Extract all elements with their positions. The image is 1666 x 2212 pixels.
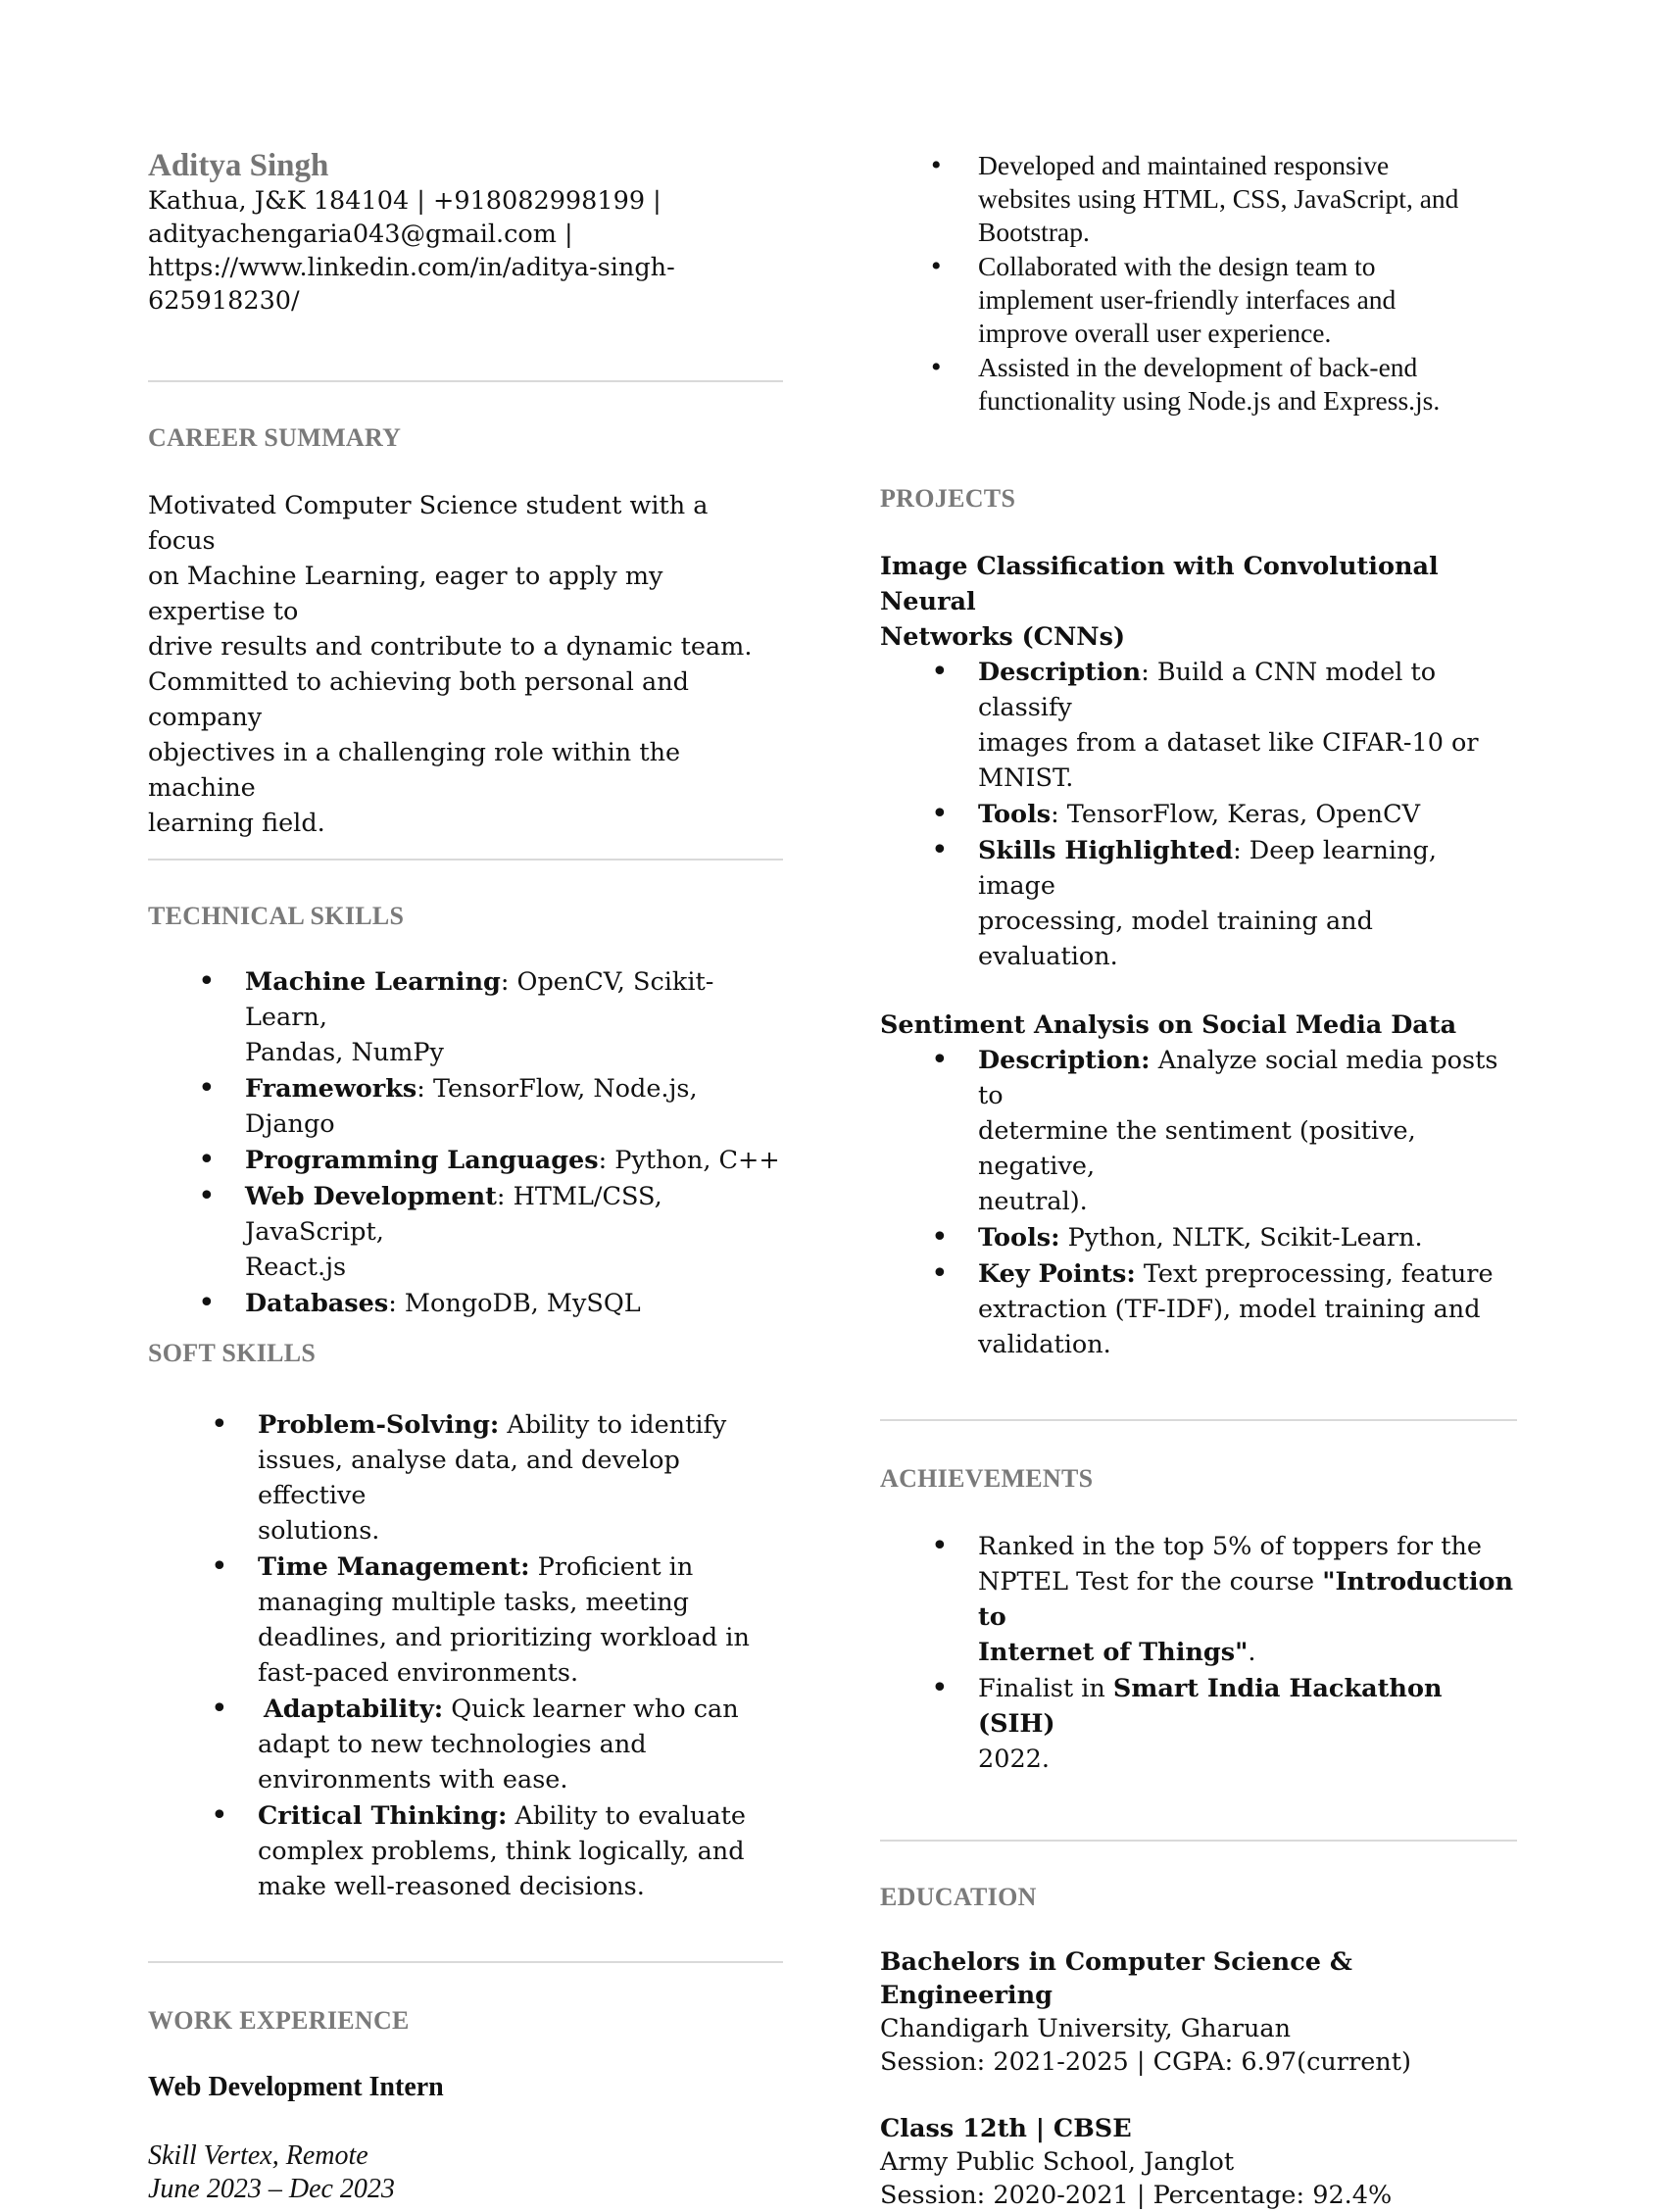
project-title: Networks (CNNs) bbox=[880, 622, 1126, 652]
bullet-text: processing, model training and evaluation. bbox=[978, 907, 1373, 971]
list-item bbox=[978, 1256, 1517, 1362]
bullet-label: Tools bbox=[978, 800, 1052, 829]
work-experience-bullets bbox=[880, 149, 1517, 418]
skill-text: managing multiple tasks, meeting bbox=[258, 1588, 689, 1617]
skill-text: environments with ease. bbox=[258, 1765, 568, 1794]
skill-text: adapt to new technologies and bbox=[258, 1730, 647, 1759]
bullet-label: Tools: bbox=[978, 1223, 1060, 1253]
skill-label: Machine Learning bbox=[245, 967, 501, 997]
project-bullets bbox=[880, 655, 1517, 974]
skill-label: Programming Languages bbox=[245, 1146, 599, 1175]
skill-text: : MongoDB, MySQL bbox=[388, 1289, 641, 1318]
list-item bbox=[978, 250, 1517, 350]
soft-skills-list bbox=[148, 1407, 783, 1904]
contact-line: https://www.linkedin.com/in/aditya-singh- bbox=[148, 253, 675, 282]
list-item bbox=[245, 1143, 783, 1178]
skill-label: Critical Thinking: bbox=[258, 1801, 508, 1831]
skill-text: : TensorFlow, Node.js, Django bbox=[245, 1074, 698, 1139]
section-divider bbox=[880, 1419, 1517, 1421]
list-item bbox=[978, 351, 1517, 418]
bullet-text: validation. bbox=[978, 1330, 1111, 1359]
achievements-section bbox=[880, 1464, 1517, 1777]
list-item bbox=[978, 1043, 1517, 1219]
list-item bbox=[258, 1692, 783, 1797]
section-divider bbox=[148, 859, 783, 860]
institution: Chandigarh University, Gharuan bbox=[880, 2014, 1291, 2043]
bullet-text: : TensorFlow, Keras, OpenCV bbox=[1051, 800, 1421, 829]
resume-header bbox=[148, 147, 783, 318]
list-item bbox=[978, 833, 1517, 974]
achievement-text: Finalist in bbox=[978, 1674, 1113, 1703]
education-item bbox=[880, 2112, 1517, 2212]
bullet-text: Assisted in the development of back-end bbox=[978, 352, 1418, 382]
list-item bbox=[245, 1179, 783, 1285]
bullet-label: Key Points: bbox=[978, 1259, 1136, 1289]
summary-line: Committed to achieving both personal and company bbox=[148, 667, 689, 732]
candidate-name: Aditya Singh bbox=[148, 148, 329, 183]
list-item bbox=[245, 1286, 783, 1321]
bullet-text: Bootstrap. bbox=[978, 217, 1090, 247]
summary-line: learning field. bbox=[148, 809, 325, 838]
education-item bbox=[880, 1945, 1517, 2079]
degree: Bachelors in Computer Science & Engineering bbox=[880, 1947, 1352, 2010]
section-divider bbox=[880, 1840, 1517, 1842]
section-title: ACHIEVEMENTS bbox=[880, 1464, 1094, 1493]
technical-skills-section bbox=[148, 902, 783, 1321]
education-detail: Session: 2020-2021 | Percentage: 92.4% bbox=[880, 2181, 1393, 2210]
technical-skills-list bbox=[148, 964, 783, 1321]
list-item bbox=[978, 797, 1517, 832]
event-name: Smart India Hackathon (SIH) bbox=[978, 1674, 1443, 1739]
skill-text: React.js bbox=[245, 1253, 347, 1282]
skill-text: complex problems, think logically, and bbox=[258, 1837, 745, 1866]
skill-text: Pandas, NumPy bbox=[245, 1038, 444, 1067]
skill-label: Frameworks bbox=[245, 1074, 417, 1104]
section-title: CAREER SUMMARY bbox=[148, 423, 402, 452]
skill-text: : Python, C++ bbox=[598, 1146, 780, 1175]
list-item bbox=[245, 1071, 783, 1142]
list-item bbox=[258, 1549, 783, 1691]
section-title: WORK EXPERIENCE bbox=[148, 2006, 410, 2035]
section-title: SOFT SKILLS bbox=[148, 1339, 317, 1367]
bullet-text: : Deep learning, image bbox=[978, 836, 1437, 901]
course-name: "Introduction to bbox=[978, 1567, 1514, 1632]
skill-text: deadlines, and prioritizing workload in bbox=[258, 1623, 750, 1652]
list-item bbox=[258, 1798, 783, 1904]
list-item bbox=[978, 1220, 1517, 1255]
section-title: EDUCATION bbox=[880, 1883, 1037, 1911]
section-divider bbox=[148, 380, 783, 382]
job-dates: June 2023 – Dec 2023 bbox=[148, 2174, 395, 2204]
project-item bbox=[880, 1008, 1517, 1362]
project-title: Image Classification with Convolutional Neural bbox=[880, 552, 1439, 616]
skill-label: Problem-Solving: bbox=[258, 1410, 500, 1440]
bullet-text: : Build a CNN model to classify bbox=[978, 658, 1437, 722]
bullet-label: Skills Highlighted bbox=[978, 836, 1234, 865]
achievement-text: 2022. bbox=[978, 1745, 1051, 1774]
work-experience-section bbox=[148, 2006, 783, 2206]
summary-line: Motivated Computer Science student with a focus bbox=[148, 491, 709, 556]
skill-text: Ability to identify bbox=[499, 1410, 727, 1440]
bullet-label: Description bbox=[978, 658, 1142, 687]
summary-line: drive results and contribute to a dynamic team. bbox=[148, 632, 753, 662]
contact-line: adityachengaria043@gmail.com | bbox=[148, 220, 573, 249]
list-item bbox=[978, 1529, 1517, 1670]
skill-text: issues, analyse data, and develop effective bbox=[258, 1446, 680, 1510]
bullet-text: extraction (TF-IDF), model training and bbox=[978, 1295, 1481, 1324]
education-detail: Session: 2021-2025 | CGPA: 6.97(current) bbox=[880, 2047, 1411, 2077]
bullet-text: Collaborated with the design team to bbox=[978, 251, 1376, 281]
section-title: TECHNICAL SKILLS bbox=[148, 902, 405, 930]
summary-line: objectives in a challenging role within the machine bbox=[148, 738, 681, 803]
skill-label: Databases bbox=[245, 1289, 389, 1318]
section-divider bbox=[148, 1961, 783, 1963]
bullet-text: determine the sentiment (positive, negative, bbox=[978, 1116, 1416, 1181]
institution: Army Public School, Janglot bbox=[880, 2147, 1235, 2177]
skill-label: Time Management: bbox=[258, 1552, 530, 1582]
section-title: PROJECTS bbox=[880, 484, 1016, 513]
skill-text: Quick learner who can bbox=[443, 1695, 739, 1724]
bullet-text: images from a dataset like CIFAR-10 or bbox=[978, 728, 1479, 758]
achievement-text: . bbox=[1248, 1638, 1256, 1667]
bullet-text: neutral). bbox=[978, 1187, 1088, 1216]
bullet-text: implement user-friendly interfaces and bbox=[978, 284, 1396, 315]
bullet-text: improve overall user experience. bbox=[978, 318, 1332, 348]
achievement-text: NPTEL Test for the course bbox=[978, 1567, 1323, 1597]
achievement-text: Ranked in the top 5% of toppers for the bbox=[978, 1532, 1482, 1561]
list-item bbox=[978, 1671, 1517, 1777]
skill-text: solutions. bbox=[258, 1516, 380, 1546]
list-item bbox=[978, 149, 1517, 249]
skill-label: Adaptability: bbox=[264, 1695, 444, 1724]
achievements-list bbox=[880, 1529, 1517, 1777]
right-column bbox=[880, 149, 1517, 2212]
list-item bbox=[245, 964, 783, 1070]
soft-skills-section bbox=[148, 1339, 783, 1904]
contact-line: Kathua, J&K 184104 | +918082998199 | bbox=[148, 186, 662, 216]
contact-line: 625918230/ bbox=[148, 286, 300, 316]
project-bullets bbox=[880, 1043, 1517, 1362]
skill-text: Ability to evaluate bbox=[507, 1801, 746, 1831]
bullet-text: Python, NLTK, Scikit-Learn. bbox=[1059, 1223, 1423, 1253]
bullet-text: Text preprocessing, feature bbox=[1135, 1259, 1494, 1289]
list-item bbox=[258, 1407, 783, 1548]
skill-text: make well-reasoned decisions. bbox=[258, 1872, 645, 1901]
course-name: Internet of Things" bbox=[978, 1638, 1249, 1667]
bullet-text: MNIST. bbox=[978, 763, 1074, 793]
bullet-text: functionality using Node.js and Express.js. bbox=[978, 385, 1441, 416]
bullet-text: websites using HTML, CSS, JavaScript, and bbox=[978, 183, 1459, 214]
skill-label: Web Development bbox=[245, 1182, 497, 1211]
bullet-text: Analyze social media posts to bbox=[978, 1046, 1498, 1110]
skill-text: fast-paced environments. bbox=[258, 1658, 579, 1688]
bullet-label: Description: bbox=[978, 1046, 1151, 1075]
bullet-text: Developed and maintained responsive bbox=[978, 150, 1390, 180]
left-column bbox=[148, 147, 783, 2206]
project-item bbox=[880, 549, 1517, 974]
projects-section bbox=[880, 484, 1517, 1362]
career-summary-section bbox=[148, 423, 783, 841]
summary-line: on Machine Learning, eager to apply my expertise to bbox=[148, 562, 663, 626]
list-item bbox=[978, 655, 1517, 796]
skill-text: : HTML/CSS, JavaScript, bbox=[245, 1182, 662, 1247]
job-title: Web Development Intern bbox=[148, 2072, 444, 2102]
skill-text: Proficient in bbox=[529, 1552, 694, 1582]
job-company: Skill Vertex, Remote bbox=[148, 2140, 368, 2171]
project-title: Sentiment Analysis on Social Media Data bbox=[880, 1010, 1457, 1040]
education-section bbox=[880, 1883, 1517, 2212]
skill-text: : OpenCV, Scikit-Learn, bbox=[245, 967, 714, 1032]
degree: Class 12th | CBSE bbox=[880, 2114, 1132, 2143]
